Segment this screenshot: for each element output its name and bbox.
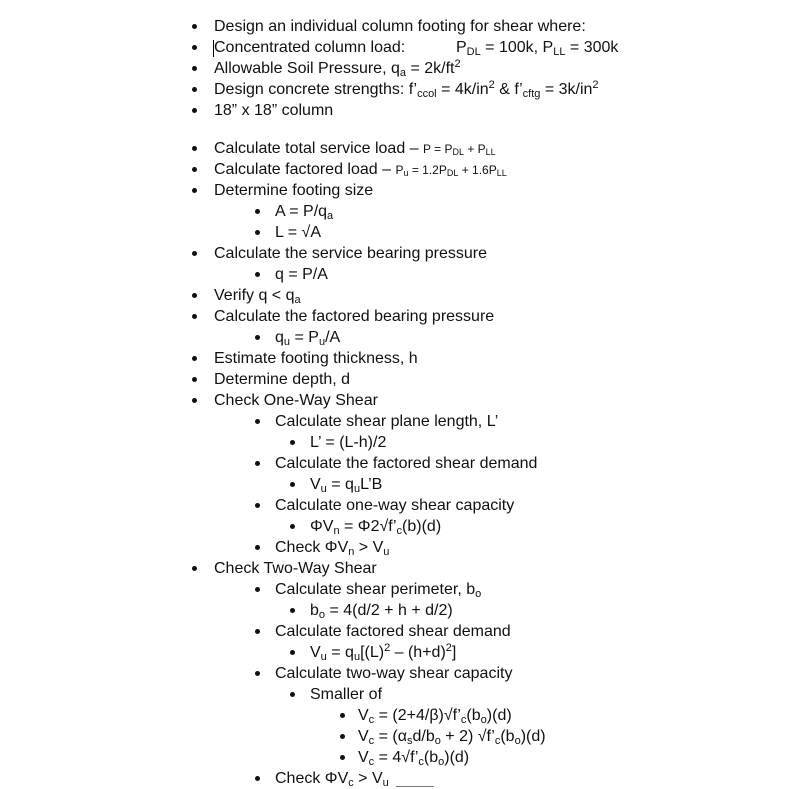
formula-text: L’ = (L-h)/2 <box>310 434 387 451</box>
bullet-icon <box>192 108 197 113</box>
formula-text: d/b <box>412 728 435 745</box>
bullet-icon <box>192 251 197 256</box>
formula-text: b <box>310 602 319 619</box>
formula-text: = 4k/in <box>436 81 489 98</box>
bullet-icon <box>290 524 295 529</box>
shear-plane-length-formula <box>0 432 808 453</box>
bullet-icon <box>340 755 345 760</box>
formula-text: = q <box>326 476 354 493</box>
one-way-shear-step <box>0 390 808 411</box>
service-load-step <box>0 138 808 159</box>
subscript: c <box>494 735 501 747</box>
bullet-icon <box>255 629 260 634</box>
answer-blank-line <box>396 786 434 787</box>
superscript: 2 <box>384 642 391 654</box>
superscript: 2 <box>488 79 495 91</box>
formula-text: ΦV <box>310 518 334 535</box>
step-text: Check One-Way Shear <box>214 392 378 409</box>
shear-perimeter-formula <box>0 600 808 621</box>
bullet-icon <box>192 87 197 92</box>
bullet-icon <box>255 503 260 508</box>
step-text: Calculate the service bearing pressure <box>214 245 488 262</box>
formula-text: = 2k/ft <box>406 60 455 77</box>
formula-text: + 2) √f’ <box>440 728 495 745</box>
formula-text: = P <box>290 329 319 346</box>
two-way-capacity-equation-1 <box>0 705 808 726</box>
subscript: cftg <box>522 88 541 100</box>
subscript: c <box>396 525 403 537</box>
formula-text: q = P/A <box>275 266 328 283</box>
step-text: Smaller of <box>310 686 383 703</box>
bullet-icon <box>255 671 260 676</box>
item-text: Design an individual column footing for shear where: <box>214 18 586 35</box>
bullet-icon <box>192 45 197 50</box>
step-text: Check ΦV <box>275 770 349 787</box>
formula-text: [(L) <box>360 644 385 661</box>
bullet-icon <box>255 587 260 592</box>
bullet-icon <box>290 692 295 697</box>
footing-area-formula <box>0 201 808 222</box>
subscript: DL <box>466 46 481 58</box>
bullet-icon <box>255 230 260 235</box>
subscript: a <box>399 67 406 79</box>
factored-bearing-step <box>0 306 808 327</box>
subscript: c <box>368 756 375 768</box>
item-text: Design concrete strengths: f’ <box>214 81 418 98</box>
subscript: s <box>406 735 413 747</box>
formula-text: V <box>358 749 369 766</box>
depth-step <box>0 369 808 390</box>
formula-text: & f’ <box>494 81 523 98</box>
formula-text: = (α <box>374 728 407 745</box>
step-text: Calculate total service load – <box>214 140 423 157</box>
subscript: u <box>353 483 361 495</box>
one-way-demand-formula <box>0 474 808 495</box>
factored-load-step <box>0 159 808 180</box>
subscript: u <box>320 651 327 663</box>
formula-text: (b)(d) <box>402 518 442 535</box>
step-text: Calculate the factored shear demand <box>275 455 538 472</box>
subscript: c <box>368 735 375 747</box>
one-way-check-step <box>0 537 808 558</box>
formula-text: V <box>310 644 321 661</box>
document-page[interactable] <box>0 16 808 789</box>
bullet-icon <box>192 24 197 29</box>
formula-text: – (h+d) <box>390 644 446 661</box>
formula-text: )(d) <box>520 728 546 745</box>
bullet-icon <box>192 314 197 319</box>
formula-text: )(d) <box>486 707 512 724</box>
subscript: o <box>514 735 521 747</box>
subscript: u <box>403 168 409 178</box>
formula-text: L = √A <box>275 224 321 241</box>
formula-text: + P <box>463 142 486 156</box>
text-cursor <box>213 40 214 57</box>
subscript: DL <box>452 147 464 157</box>
bullet-icon <box>255 209 260 214</box>
blank-paragraph <box>0 121 808 138</box>
step-text: Calculate factored shear demand <box>275 623 511 640</box>
subscript: c <box>368 714 375 726</box>
bullet-icon <box>340 713 345 718</box>
subscript: a <box>294 294 301 306</box>
subscript: LL <box>485 147 496 157</box>
formula-text: (b <box>466 707 481 724</box>
one-way-demand-step <box>0 453 808 474</box>
subscript: c <box>460 714 467 726</box>
shear-perimeter-step <box>0 579 808 600</box>
one-way-capacity-step <box>0 495 808 516</box>
factored-bearing-formula <box>0 327 808 348</box>
step-text: Check ΦV <box>275 539 349 556</box>
service-load-formula <box>423 142 496 156</box>
formula-text: (b <box>423 749 439 766</box>
subscript: n <box>348 546 355 558</box>
formula-text: /A <box>325 329 341 346</box>
subscript: u <box>353 651 361 663</box>
bullet-icon <box>192 293 197 298</box>
bullet-icon <box>192 167 197 172</box>
subscript: u <box>320 483 327 495</box>
formula-text: )(d) <box>444 749 470 766</box>
column-load-label: Concentrated column load: <box>214 39 406 56</box>
formula-text: = 4(d/2 + h + d/2) <box>325 602 453 619</box>
step-text: Calculate the factored bearing pressure <box>214 308 495 325</box>
bullet-icon <box>255 272 260 277</box>
formula-text: ] <box>451 644 457 661</box>
two-way-capacity-step <box>0 663 808 684</box>
formula-text: + 1.6P <box>458 163 497 177</box>
formula-text: V <box>358 728 369 745</box>
bullet-icon <box>255 419 260 424</box>
step-text: Calculate factored load – <box>214 161 396 178</box>
service-bearing-formula <box>0 264 808 285</box>
thickness-step <box>0 348 808 369</box>
formula-text: P <box>395 163 404 177</box>
step-text: Calculate shear perimeter, b <box>275 581 476 598</box>
bullet-icon <box>255 545 260 550</box>
bullet-icon <box>255 776 260 781</box>
item-text: 18” x 18” column <box>214 102 334 119</box>
soil-pressure-item <box>0 58 808 79</box>
formula-text: = 1.2P <box>408 163 447 177</box>
bullet-icon <box>192 398 197 403</box>
smaller-of-item <box>0 684 808 705</box>
subscript: c <box>348 777 354 789</box>
formula-text: = 300k <box>565 39 619 56</box>
formula-text: q <box>275 329 284 346</box>
formula-text: L’B <box>360 476 383 493</box>
superscript: 2 <box>445 642 452 654</box>
subscript: c <box>418 756 424 768</box>
subscript: u <box>283 336 291 348</box>
step-text: Determine footing size <box>214 182 374 199</box>
formula-text: A = P/q <box>275 203 328 220</box>
concrete-strengths-item <box>0 79 808 100</box>
bullet-icon <box>192 66 197 71</box>
formula-text: > V <box>353 770 383 787</box>
formula-text: = 3k/in <box>540 81 593 98</box>
column-load-item <box>0 37 808 58</box>
bullet-icon <box>290 440 295 445</box>
subscript: u <box>382 777 389 789</box>
formula-text: (b <box>500 728 515 745</box>
subscript: DL <box>446 168 459 178</box>
subscript: o <box>438 756 445 768</box>
bullet-icon <box>255 335 260 340</box>
bullet-icon <box>290 482 295 487</box>
subscript: o <box>434 735 441 747</box>
formula-text: P <box>456 39 467 56</box>
two-way-capacity-equation-2 <box>0 726 808 747</box>
item-text: Allowable Soil Pressure, q <box>214 60 400 77</box>
verify-step <box>0 285 808 306</box>
step-text: Calculate one-way shear capacity <box>275 497 515 514</box>
bullet-icon <box>192 188 197 193</box>
step-text: Calculate shear plane length, L’ <box>275 413 499 430</box>
factored-load-formula <box>395 163 506 177</box>
bullet-icon <box>192 377 197 382</box>
subscript: ccol <box>417 88 437 100</box>
bullet-icon <box>290 608 295 613</box>
step-text: Estimate footing thickness, h <box>214 350 418 367</box>
two-way-check-step <box>0 768 808 789</box>
formula-text: = Φ2√f’ <box>339 518 397 535</box>
formula-text: > V <box>354 539 384 556</box>
service-bearing-step <box>0 243 808 264</box>
bullet-icon <box>192 146 197 151</box>
formula-text: V <box>358 707 369 724</box>
superscript: 2 <box>454 58 461 70</box>
step-text: Check Two-Way Shear <box>214 560 377 577</box>
formula-text: = 100k, P <box>480 39 554 56</box>
subscript: u <box>318 336 326 348</box>
step-text: Determine depth, d <box>214 371 351 388</box>
subscript: u <box>383 546 390 558</box>
subscript: n <box>333 525 340 537</box>
shear-plane-length-step <box>0 411 808 432</box>
formula-text: = 4√f’ <box>374 749 419 766</box>
two-way-demand-formula <box>0 642 808 663</box>
bullet-icon <box>192 356 197 361</box>
subscript: a <box>327 210 334 222</box>
superscript: 2 <box>592 79 599 91</box>
bullet-icon <box>255 461 260 466</box>
bullet-icon <box>340 734 345 739</box>
one-way-capacity-formula <box>0 516 808 537</box>
formula-text: P = P <box>423 142 453 156</box>
step-text: Verify q < q <box>214 287 295 304</box>
subscript: o <box>318 609 326 621</box>
subscript: LL <box>496 168 507 178</box>
subscript: LL <box>553 46 566 58</box>
formula-text: V <box>310 476 321 493</box>
formula-text: = (2+4/β)√f’ <box>374 707 461 724</box>
bullet-icon <box>290 650 295 655</box>
two-way-demand-step <box>0 621 808 642</box>
subscript: o <box>480 714 487 726</box>
bullet-icon <box>192 566 197 571</box>
footing-length-formula <box>0 222 808 243</box>
step-text: Calculate two-way shear capacity <box>275 665 513 682</box>
two-way-capacity-equation-3 <box>0 747 808 768</box>
problem-intro-item <box>0 16 808 37</box>
subscript: o <box>475 588 482 600</box>
formula-text: = q <box>326 644 354 661</box>
two-way-shear-step <box>0 558 808 579</box>
footing-size-step <box>0 180 808 201</box>
column-size-item <box>0 100 808 121</box>
